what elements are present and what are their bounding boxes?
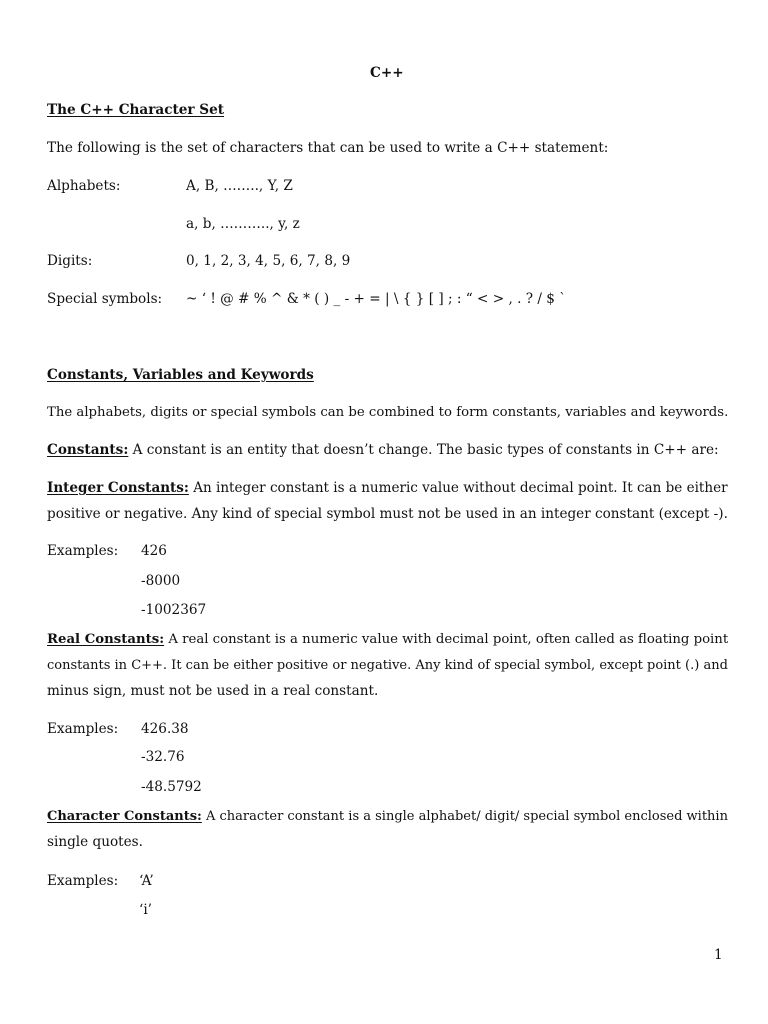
page-number: 1 [714,947,723,963]
real-term: Real Constants: [47,632,165,647]
integer-text-1: An integer constant is a numeric value without decimal point. It can be either [188,480,728,496]
constants-text: A constant is an entity that doesn’t change. The basic types of constants in C++ are: [128,442,719,458]
integer-example: -1002367 [141,602,207,618]
section-heading-constants-variables-keywords: Constants, Variables and Keywords [47,367,314,383]
real-examples-label: Examples: [47,721,119,737]
special-symbols-value: ~ ‘ ! @ # % ^ & * ( ) _ - + = | \ { } [ ] ; : “ < > , . ? / $ ` [186,291,567,307]
constants-paragraph [47,444,719,458]
document-title: C++ [370,65,404,81]
character-paragraph-line-2: single quotes. [47,834,143,850]
integer-example: 426 [141,543,167,559]
character-term: Character Constants: [47,809,202,824]
section-heading-character-set: The C++ Character Set [47,102,225,118]
real-example: -48.5792 [141,779,202,795]
alphabets-label: Alphabets: [47,178,121,194]
cvk-intro: The alphabets, digits or special symbols can be combined to form constants, variables and keywords. [47,405,729,420]
character-examples-label: Examples: [47,873,119,889]
integer-example: -8000 [141,573,181,589]
character-set-intro: The following is the set of characters that can be used to write a C++ statement: [47,140,609,156]
alphabets-lowercase: a, b, ……….., y, z [186,216,300,232]
integer-term: Integer Constants: [47,480,189,496]
real-text-1: A real constant is a numeric value with decimal point, often called as floating point [164,632,729,647]
real-paragraph-line-3: minus sign, must not be used in a real constant. [47,683,379,699]
character-example: ‘i’ [139,902,152,918]
digits-value: 0, 1, 2, 3, 4, 5, 6, 7, 8, 9 [186,253,351,269]
character-paragraph-line-1 [47,810,728,823]
digits-label: Digits: [47,253,93,269]
real-example: -32.76 [141,749,185,765]
character-text-1: A character constant is a single alphabet/ digit/ special symbol enclosed within [201,809,728,824]
character-example: ‘A’ [139,873,154,889]
constants-term: Constants: [47,442,129,458]
integer-paragraph-line-1 [47,482,728,496]
real-example: 426.38 [141,721,189,737]
integer-examples-label: Examples: [47,543,119,559]
real-paragraph-line-1 [47,633,728,646]
real-paragraph-line-2: constants in C++. It can be either positive or negative. Any kind of special symbol, except point (.) and [47,658,728,673]
alphabets-uppercase: A, B, …….., Y, Z [186,178,293,194]
special-symbols-label: Special symbols: [47,291,163,307]
integer-paragraph-line-2: positive or negative. Any kind of special symbol must not be used in an integer constant (except -). [47,506,728,522]
